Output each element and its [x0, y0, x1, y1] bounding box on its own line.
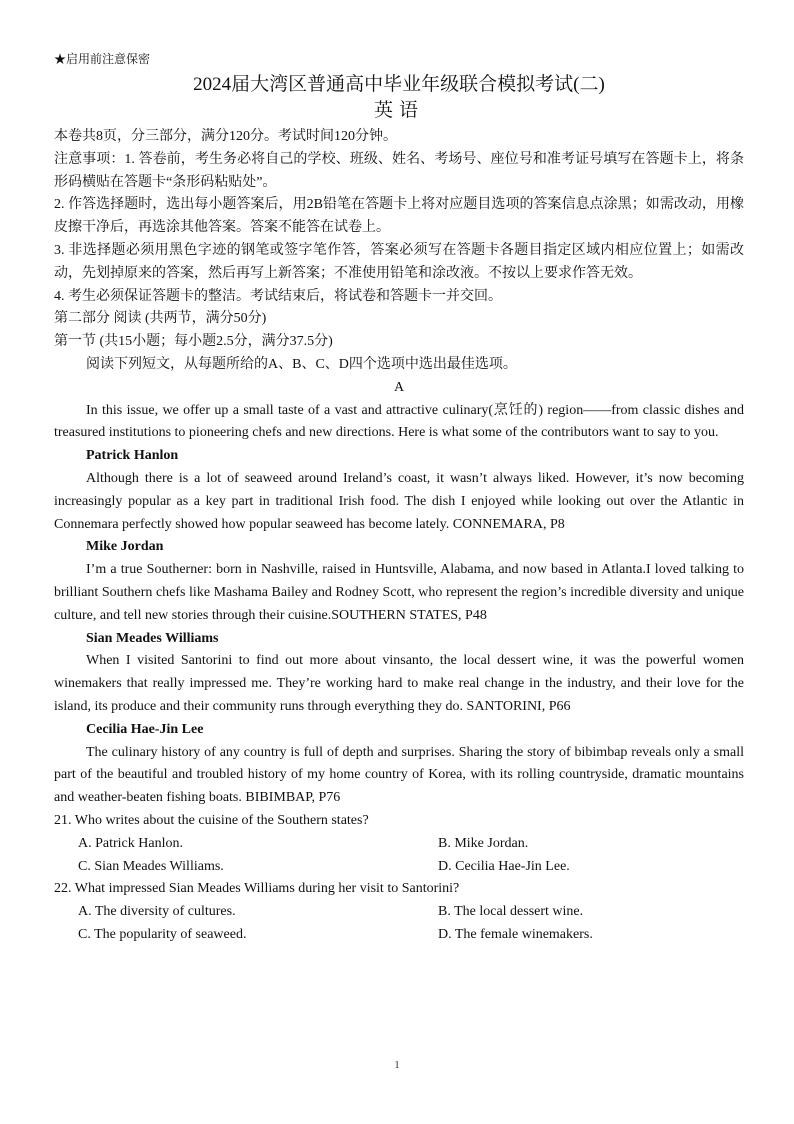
contributor-name: Cecilia Hae-Jin Lee	[86, 721, 204, 737]
section-subsection-heading: 第一节 (共15小题；每小题2.5分，满分37.5分)	[54, 334, 333, 350]
instructions	[54, 126, 744, 308]
section-direction: 阅读下列短文，从每题所给的A、B、C、D四个选项中选出最佳选项。	[86, 356, 517, 372]
instruction-note-3: 3. 非选择题必须用黑色字迹的钢笔或签字笔作答，答案必须写在答题卡各题目指定区域内相应位置上；如需改动，先划掉原来的答案，然后再写上新答案；不准使用铅笔和涂改液。不按以上要求作答无效。	[54, 242, 744, 281]
exam-title: 2024届大湾区普通高中毕业年级联合模拟考试(二)	[193, 74, 605, 95]
answer-options	[54, 833, 744, 879]
option-b: B. The local dessert wine.	[438, 904, 584, 920]
instruction-note-4: 4. 考生必须保证答题卡的整洁。考试结束后，将试卷和答题卡一并交回。	[54, 288, 502, 304]
section-part-heading: 第二部分 阅读 (共两节，满分50分)	[54, 311, 267, 327]
exam-summary: 本卷共8页，分三部分，满分120分。考试时间120分钟。	[54, 129, 397, 144]
option-d: D. The female winemakers.	[438, 926, 593, 942]
answer-options	[54, 901, 744, 947]
contributor-text: I’m a true Southerner: born in Nashville, raised in Huntsville, Alabama, and now based in Atlanta.I loved talking to brilliant Southern chefs like Mashama Bailey and Rodney Scott, who represent the region’s incredible diversity and unique culture, and tell new stories through their cuisine.SOUTHERN STATES, P48	[54, 562, 744, 623]
confidential-mark: ★启用前注意保密	[54, 52, 151, 66]
question-stem: 21. Who writes about the cuisine of the Southern states?	[54, 812, 369, 828]
option-b: B. Mike Jordan.	[438, 835, 529, 851]
instruction-note-2: 2. 作答选择题时，选出每小题答案后，用2B铅笔在答题卡上将对应题目选项的答案信息点涂黑；如需改动，用橡皮擦干净后，再选涂其他答案。答案不能答在试卷上。	[54, 197, 744, 236]
subject-title: 英语	[373, 100, 424, 121]
passage-intro: In this issue, we offer up a small taste of a vast and attractive culinary(烹饪的) region——from classic dishes and treasured institutions to pioneering chefs and new directions. Here is what some of the contributors want to say to you.	[54, 402, 744, 441]
contributor-text: Although there is a lot of seaweed around Ireland’s coast, it wasn’t always liked. However, it’s now becoming increasingly popular as a key part in traditional Irish food. The dish I enjoyed while looking out over the Atlantic in Connemara perfectly showed how popular seaweed has become lately. CONNEMARA, P8	[54, 470, 744, 532]
question-block	[54, 878, 744, 946]
option-a: A. Patrick Hanlon.	[78, 835, 183, 851]
option-c: C. Sian Meades Williams.	[78, 858, 224, 874]
contributor-text: When I visited Santorini to find out more about vinsanto, the local dessert wine, it was the powerful women winemakers that really impressed me. They’re working hard to make real change in the industry, and their love for the island, its produce and their community runs through everything they do. SANTORINI, P66	[54, 653, 744, 714]
question-stem: 22. What impressed Sian Meades Williams during her visit to Santorini?	[54, 881, 460, 897]
option-a: A. The diversity of cultures.	[78, 904, 236, 920]
contributor-name: Patrick Hanlon	[86, 448, 179, 464]
question-block	[54, 810, 744, 878]
page-number: 1	[394, 1059, 400, 1071]
option-c: C. The popularity of seaweed.	[78, 926, 247, 942]
contributor-name: Sian Meades Williams	[86, 630, 219, 646]
instruction-note-1: 注意事项：1. 答卷前，考生务必将自己的学校、班级、姓名、考场号、座位号和准考证号填写在答题卡上，将条形码横贴在答题卡“条形码粘贴处”。	[54, 151, 744, 190]
exam-page	[54, 50, 744, 947]
contributor-text: The culinary history of any country is full of depth and surprises. Sharing the story of bibimbap reveals only a small part of the beautiful and troubled history of my home country of Korea, with its rolling countryside, dramatic mountains and weather-beaten fishing boats. BIBIMBAP, P76	[54, 744, 744, 806]
passage-letter: A	[393, 379, 405, 395]
option-d: D. Cecilia Hae-Jin Lee.	[438, 858, 570, 874]
contributor-name: Mike Jordan	[86, 539, 164, 555]
reading-passage	[54, 400, 744, 810]
